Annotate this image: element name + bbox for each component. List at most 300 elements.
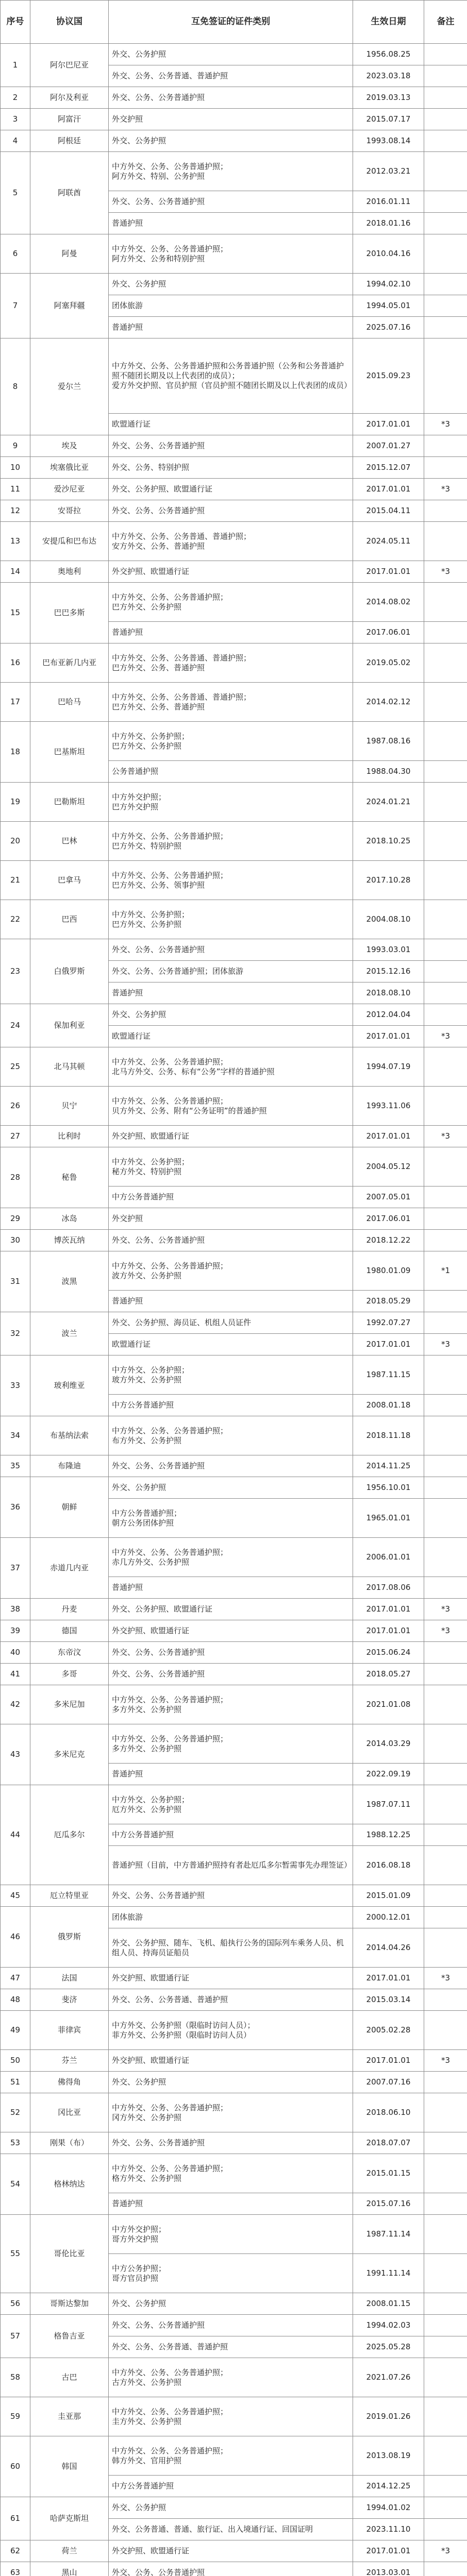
row-number: 28 [1, 1147, 30, 1208]
country-name: 冈比亚 [30, 2093, 109, 2132]
header-date: 生效日期 [353, 1, 424, 44]
row-number: 3 [1, 109, 30, 130]
note [424, 1187, 467, 1208]
document-type-line: 中方外交、公务护照； [112, 1157, 190, 1166]
effective-date: 2013.03.01 [353, 2562, 424, 2576]
note [424, 2436, 467, 2476]
note [424, 1312, 467, 1334]
document-types [109, 1026, 353, 1047]
document-type-line: 中方外交、公务护照； [112, 1794, 190, 1804]
row-number: 53 [1, 2132, 30, 2154]
note [424, 2497, 467, 2519]
effective-date: 1956.08.25 [353, 44, 424, 65]
note [424, 1477, 467, 1499]
table-row [1, 1620, 467, 1642]
document-types [109, 783, 353, 822]
table-row [1, 1785, 467, 1824]
effective-date: 1991.11.14 [353, 2254, 424, 2293]
table-row [1, 2050, 467, 2072]
effective-date: 2017.01.01 [353, 1334, 424, 1355]
country-name: 巴布亚新几内亚 [30, 643, 109, 683]
document-type-line: 中方外交、公务、公务普通护照； [112, 870, 228, 880]
row-number: 62 [1, 2540, 30, 2562]
row-number: 63 [1, 2562, 30, 2576]
table-row [1, 561, 467, 583]
row-number: 50 [1, 2050, 30, 2072]
effective-date: 2004.08.10 [353, 900, 424, 939]
table-row [1, 1968, 467, 1989]
document-type-line: 外交、公务、公务普通护照 [112, 2320, 205, 2330]
row-number: 51 [1, 2072, 30, 2093]
effective-date: 2018.01.16 [353, 213, 424, 234]
note: *3 [424, 1968, 467, 1989]
table-row [1, 109, 467, 130]
table-row [1, 1047, 467, 1087]
note [424, 2336, 467, 2358]
country-name: 哥斯达黎加 [30, 2293, 109, 2315]
effective-date: 1994.05.01 [353, 295, 424, 317]
note [424, 622, 467, 643]
effective-date: 2019.03.13 [353, 87, 424, 109]
document-type-line: 中方公务普通护照 [112, 1400, 174, 1410]
table-row [1, 522, 467, 561]
effective-date: 2015.03.14 [353, 1989, 424, 2011]
document-type-line: 中方外交、公务、公务普通护照； [112, 1547, 228, 1557]
note [424, 982, 467, 1004]
document-type-line: 外交、公务、公务普通护照 [112, 945, 205, 954]
document-type-line: 波方外交、公务护照 [112, 1270, 182, 1280]
note [424, 295, 467, 317]
row-number: 16 [1, 643, 30, 683]
document-type-line: 中方外交、公务、公务普通护照； [112, 1261, 228, 1270]
document-type-line: 外交、公务护照 [112, 2299, 166, 2308]
document-types [109, 1004, 353, 1026]
effective-date: 2023.11.10 [353, 2519, 424, 2540]
country-name: 多米尼克 [30, 1724, 109, 1785]
document-type-line: 外交、公务、公务普通护照 [112, 2138, 205, 2147]
table-row [1, 1087, 467, 1126]
effective-date: 2025.07.16 [353, 317, 424, 338]
note [424, 1455, 467, 1477]
document-type-line: 欧盟通行证 [112, 1031, 151, 1041]
document-type-line: 中方外交、公务、公务普通护照； [112, 161, 228, 171]
note [424, 1885, 467, 1907]
note [424, 2293, 467, 2315]
document-types [109, 643, 353, 683]
effective-date: 2018.08.10 [353, 982, 424, 1004]
row-number: 36 [1, 1477, 30, 1538]
document-type-line: 巴方外交、公务、普通护照 [112, 702, 205, 711]
document-type-line: 安方外交、公务、普通护照 [112, 541, 205, 551]
effective-date: 2017.06.01 [353, 622, 424, 643]
document-types [109, 583, 353, 622]
document-types [109, 1251, 353, 1291]
note [424, 65, 467, 87]
document-types [109, 295, 353, 317]
note [424, 2358, 467, 2397]
row-number: 33 [1, 1355, 30, 1416]
row-number: 32 [1, 1312, 30, 1355]
effective-date: 2017.01.01 [353, 1968, 424, 1989]
document-type-line: 中方外交、公务、公务普通护照； [112, 2406, 228, 2416]
document-type-line: 普通护照 [112, 988, 143, 997]
note [424, 2072, 467, 2093]
table-row [1, 1885, 467, 1907]
note [424, 1664, 467, 1685]
country-name: 丹麦 [30, 1599, 109, 1620]
country-name: 巴西 [30, 900, 109, 939]
document-type-line: 外交、公务护照 [112, 1010, 166, 1019]
document-types [109, 2215, 353, 2254]
document-types [109, 65, 353, 87]
table-row [1, 2540, 467, 2562]
effective-date: 1993.03.01 [353, 939, 424, 961]
document-type-line: 普通护照 [112, 2199, 143, 2208]
table-row [1, 2397, 467, 2436]
effective-date: 1980.01.09 [353, 1251, 424, 1291]
table-row [1, 2358, 467, 2397]
effective-date: 2007.05.01 [353, 1187, 424, 1208]
document-types [109, 2293, 353, 2315]
document-types [109, 861, 353, 900]
table-row [1, 1147, 467, 1187]
effective-date: 2014.03.29 [353, 1724, 424, 1764]
note [424, 44, 467, 65]
document-type-line: 中方外交、公务、公务普通、普通护照； [112, 531, 252, 541]
document-types [109, 338, 353, 414]
note [424, 338, 467, 414]
country-name: 斐济 [30, 1989, 109, 2011]
row-number: 47 [1, 1968, 30, 1989]
note [424, 2215, 467, 2254]
document-types [109, 2336, 353, 2358]
country-name: 厄立特里亚 [30, 1885, 109, 1907]
country-name: 秘鲁 [30, 1147, 109, 1208]
document-types [109, 522, 353, 561]
note [424, 900, 467, 939]
document-types [109, 1047, 353, 1087]
document-types [109, 1312, 353, 1334]
table-row [1, 87, 467, 109]
table-row [1, 1126, 467, 1147]
document-types [109, 561, 353, 583]
effective-date: 2006.01.01 [353, 1538, 424, 1577]
row-number: 25 [1, 1047, 30, 1087]
effective-date: 2018.12.22 [353, 1230, 424, 1251]
effective-date: 1993.11.06 [353, 1087, 424, 1126]
note [424, 435, 467, 457]
country-name: 多米尼加 [30, 1685, 109, 1724]
table-row [1, 152, 467, 191]
country-name: 格鲁吉亚 [30, 2315, 109, 2358]
document-type-line: 冈方外交、公务护照 [112, 2112, 182, 2122]
effective-date: 2008.01.18 [353, 1395, 424, 1416]
note [424, 583, 467, 622]
document-types [109, 1989, 353, 2011]
effective-date: 2019.01.26 [353, 2397, 424, 2436]
document-type-line: 中方外交、公务、公务普通护照和公务普通护照（公务和公务普通护照不随团长期及以上代表团的成员）； [112, 361, 344, 380]
note [424, 722, 467, 761]
document-type-line: 圭方外交、公务护照 [112, 2416, 182, 2426]
note: *3 [424, 1026, 467, 1047]
effective-date: 2019.05.02 [353, 643, 424, 683]
document-type-line: 普通护照 [112, 218, 143, 228]
document-types [109, 2011, 353, 2050]
effective-date: 2015.01.15 [353, 2154, 424, 2193]
document-type-line: 外交、公务护照 [112, 2077, 166, 2087]
table-row [1, 1907, 467, 1928]
document-types [109, 961, 353, 982]
document-type-line: 外交、公务、公务普通护照 [112, 1235, 205, 1245]
document-type-line: 中方外交、公务、公务普通护照； [112, 2103, 228, 2112]
country-name: 保加利亚 [30, 1004, 109, 1047]
document-type-line: 中方外交、公务护照（限临时访问人员）； [112, 2020, 255, 2030]
row-number: 12 [1, 500, 30, 522]
country-name: 阿尔及利亚 [30, 87, 109, 109]
country-name: 多哥 [30, 1664, 109, 1685]
row-number: 29 [1, 1208, 30, 1230]
note: *3 [424, 1620, 467, 1642]
row-number: 7 [1, 274, 30, 338]
country-name: 奥地利 [30, 561, 109, 583]
document-type-line: 外交、公务、公务普通护照 [112, 1669, 205, 1679]
note [424, 1087, 467, 1126]
country-name: 布隆迪 [30, 1455, 109, 1477]
table-row [1, 2293, 467, 2315]
country-name: 刚果（布） [30, 2132, 109, 2154]
document-type-line: 菲方外交、公务护照（限临时访问人员） [112, 2030, 252, 2040]
row-number: 43 [1, 1724, 30, 1785]
country-name: 阿根廷 [30, 130, 109, 152]
country-name: 北马其顿 [30, 1047, 109, 1087]
effective-date: 2018.06.10 [353, 2093, 424, 2132]
note: *3 [424, 561, 467, 583]
row-number: 27 [1, 1126, 30, 1147]
note [424, 1047, 467, 1087]
effective-date: 1994.02.10 [353, 274, 424, 295]
row-number: 23 [1, 939, 30, 1004]
table-row [1, 1312, 467, 1334]
note: *3 [424, 479, 467, 500]
country-name: 布基纳法索 [30, 1416, 109, 1455]
country-name: 巴巴多斯 [30, 583, 109, 643]
note [424, 1416, 467, 1455]
document-types [109, 1664, 353, 1685]
country-name: 东帝汶 [30, 1642, 109, 1664]
note [424, 1764, 467, 1785]
document-types [109, 1187, 353, 1208]
row-number: 26 [1, 1087, 30, 1126]
note [424, 1395, 467, 1416]
document-type-line: 外交、公务护照、海员证、机组人员证件 [112, 1318, 252, 1327]
document-type-line: 韩方外交、官用护照 [112, 2455, 182, 2465]
document-type-line: 普通护照 [112, 1583, 143, 1592]
row-number: 37 [1, 1538, 30, 1599]
effective-date: 2013.08.19 [353, 2436, 424, 2476]
note [424, 1724, 467, 1764]
document-type-line: 多方外交、公务护照 [112, 1743, 182, 1753]
effective-date: 2017.01.01 [353, 1126, 424, 1147]
document-types [109, 722, 353, 761]
effective-date: 2015.09.23 [353, 338, 424, 414]
document-types [109, 1620, 353, 1642]
document-type-line: 外交护照 [112, 1214, 143, 1223]
document-types [109, 1538, 353, 1577]
note [424, 1907, 467, 1928]
effective-date: 2017.10.28 [353, 861, 424, 900]
document-type-line: 外交、公务、公务普通护照 [112, 93, 205, 102]
country-name: 玻利维亚 [30, 1355, 109, 1416]
document-types [109, 2540, 353, 2562]
table-row [1, 1355, 467, 1395]
effective-date: 2018.11.18 [353, 1416, 424, 1455]
document-types [109, 1577, 353, 1599]
row-number: 61 [1, 2497, 30, 2540]
note [424, 191, 467, 213]
country-name: 黑山 [30, 2562, 109, 2576]
row-number: 19 [1, 783, 30, 822]
document-type-line: 外交、公务、公务普通护照 [112, 1648, 205, 1657]
effective-date: 2008.01.15 [353, 2293, 424, 2315]
document-types [109, 414, 353, 435]
country-name: 芬兰 [30, 2050, 109, 2072]
note [424, 2011, 467, 2050]
document-type-line: 外交、公务护照、欧盟通行证 [112, 484, 213, 494]
document-type-line: 中方外交、公务、公务普通护照； [112, 1426, 228, 1435]
table-row [1, 1685, 467, 1724]
country-name: 阿联酋 [30, 152, 109, 234]
note [424, 2519, 467, 2540]
document-types [109, 274, 353, 295]
table-row [1, 2315, 467, 2336]
document-type-line: 普通护照 [112, 628, 143, 637]
effective-date: 2015.01.09 [353, 1885, 424, 1907]
document-types [109, 1455, 353, 1477]
note [424, 234, 467, 274]
note [424, 761, 467, 783]
country-name: 安哥拉 [30, 500, 109, 522]
document-types [109, 234, 353, 274]
document-type-line: 普通护照 [112, 1769, 143, 1778]
note [424, 822, 467, 861]
effective-date: 2015.06.24 [353, 1642, 424, 1664]
row-number: 45 [1, 1885, 30, 1907]
effective-date: 2015.07.16 [353, 2193, 424, 2215]
table-row [1, 2132, 467, 2154]
note [424, 1824, 467, 1846]
document-type-line: 中方外交、公务、公务普通、普通护照； [112, 653, 252, 663]
document-types [109, 2254, 353, 2293]
table-row [1, 2215, 467, 2254]
effective-date: 2018.10.25 [353, 822, 424, 861]
country-name: 阿富汗 [30, 109, 109, 130]
document-types [109, 2193, 353, 2215]
document-types [109, 213, 353, 234]
note [424, 1785, 467, 1824]
note [424, 2476, 467, 2497]
document-type-line: 外交、公务护照 [112, 2503, 166, 2512]
table-row [1, 2497, 467, 2519]
document-type-line: 中方外交、公务护照； [112, 731, 190, 741]
row-number: 9 [1, 435, 30, 457]
row-number: 48 [1, 1989, 30, 2011]
effective-date: 2015.12.07 [353, 457, 424, 479]
effective-date: 2005.02.28 [353, 2011, 424, 2050]
effective-date: 2014.11.25 [353, 1455, 424, 1477]
note [424, 2397, 467, 2436]
row-number: 46 [1, 1907, 30, 1968]
note [424, 2315, 467, 2336]
table-row [1, 130, 467, 152]
row-number: 49 [1, 2011, 30, 2050]
document-type-line: 外交护照、欧盟通行证 [112, 2546, 190, 2555]
row-number: 5 [1, 152, 30, 234]
note [424, 1230, 467, 1251]
document-types [109, 1499, 353, 1538]
note [424, 1499, 467, 1538]
note [424, 783, 467, 822]
document-types [109, 1477, 353, 1499]
table-row [1, 274, 467, 295]
effective-date: 2014.08.02 [353, 583, 424, 622]
note [424, 2193, 467, 2215]
note [424, 1538, 467, 1577]
note [424, 522, 467, 561]
row-number: 17 [1, 683, 30, 722]
document-types [109, 2519, 353, 2540]
effective-date: 1994.07.19 [353, 1047, 424, 1087]
row-number: 56 [1, 2293, 30, 2315]
document-types [109, 1126, 353, 1147]
note [424, 1004, 467, 1026]
country-name: 安提瓜和巴布达 [30, 522, 109, 561]
effective-date: 2017.06.01 [353, 1208, 424, 1230]
effective-date: 2012.03.21 [353, 152, 424, 191]
effective-date: 2016.01.11 [353, 191, 424, 213]
document-type-line: 古方外交、公务护照 [112, 2377, 182, 2387]
effective-date: 2021.01.08 [353, 1685, 424, 1724]
document-type-line: 巴方外交、公务、普通护照 [112, 663, 205, 672]
effective-date: 1994.02.03 [353, 2315, 424, 2336]
note [424, 109, 467, 130]
document-types [109, 109, 353, 130]
document-type-line: 中方外交、公务、公务普通护照； [112, 2367, 228, 2377]
document-type-line: 公务普通护照 [112, 767, 159, 776]
note [424, 1577, 467, 1599]
row-number: 10 [1, 457, 30, 479]
table-row [1, 722, 467, 761]
row-number: 1 [1, 44, 30, 87]
document-type-line: 朝方公务团体护照 [112, 1518, 174, 1528]
table-row [1, 861, 467, 900]
country-name: 波兰 [30, 1312, 109, 1355]
effective-date: 2014.04.26 [353, 1928, 424, 1968]
document-types [109, 1642, 353, 1664]
document-type-line: 中方外交、公务、公务普通护照； [112, 1096, 228, 1106]
table-row [1, 1208, 467, 1230]
document-types [109, 822, 353, 861]
row-number: 4 [1, 130, 30, 152]
document-types [109, 2476, 353, 2497]
document-types [109, 1395, 353, 1416]
country-name: 朝鲜 [30, 1477, 109, 1538]
effective-date: 2024.01.21 [353, 783, 424, 822]
header-types: 互免签证的证件类别 [109, 1, 353, 44]
document-types [109, 1785, 353, 1824]
effective-date: 1956.10.01 [353, 1477, 424, 1499]
effective-date: 2004.05.12 [353, 1147, 424, 1187]
note: *3 [424, 1599, 467, 1620]
